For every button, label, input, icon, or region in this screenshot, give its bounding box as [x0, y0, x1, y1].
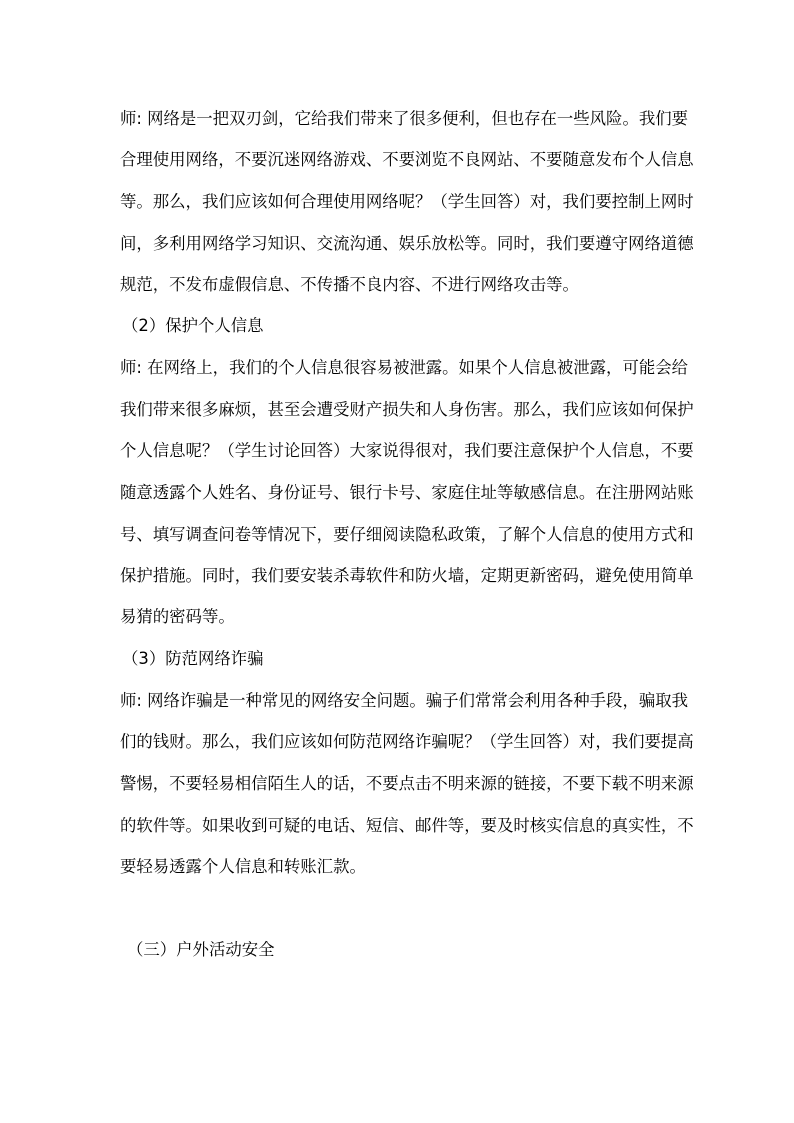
paragraph-line: 要轻易透露个人信息和转账汇款。: [120, 857, 366, 876]
paragraph-line: 警惕，不要轻易相信陌生人的话，不要点击不明来源的链接，不要下载不明来源: [120, 774, 694, 793]
paragraph-line: 规范，不发布虚假信息、不传播不良内容、不进行网络攻击等。: [120, 275, 579, 294]
section-heading-outdoor-safety: （三）户外活动安全: [127, 940, 275, 959]
paragraph-line: 保护措施。同时，我们要安装杀毒软件和防火墙，定期更新密码，避免使用简单: [120, 566, 694, 585]
paragraph-line: 们的钱财。那么，我们应该如何防范网络诈骗呢？（学生回答）对，我们要提高: [120, 732, 694, 751]
subheading-prevent-fraud: （3）防范网络诈骗: [122, 649, 264, 668]
paragraph-line: 师: 在网络上，我们的个人信息很容易被泄露。如果个人信息被泄露，可能会给: [120, 358, 689, 377]
paragraph-line: 号、填写调查问卷等情况下，要仔细阅读隐私政策，了解个人信息的使用方式和: [120, 525, 694, 544]
paragraph-line: 师: 网络诈骗是一种常见的网络安全问题。骗子们常常会利用各种手段，骗取我: [120, 691, 689, 710]
paragraph-line: 随意透露个人姓名、身份证号、银行卡号、家庭住址等敏感信息。在注册网站账: [120, 483, 694, 502]
paragraph-line: 等。那么，我们应该如何合理使用网络呢？（学生回答）对，我们要控制上网时: [120, 192, 694, 211]
paragraph-line: 我们带来很多麻烦，甚至会遭受财产损失和人身伤害。那么，我们应该如何保护: [120, 400, 694, 419]
paragraph-line: 间，多利用网络学习知识、交流沟通、娱乐放松等。同时，我们要遵守网络道德: [120, 234, 694, 253]
paragraph-line: 合理使用网络，不要沉迷网络游戏、不要浏览不良网站、不要随意发布个人信息: [120, 150, 694, 169]
paragraph-line: 师: 网络是一把双刃剑，它给我们带来了很多便利，但也存在一些风险。我们要: [120, 109, 689, 128]
subheading-protect-personal-info: （2）保护个人信息: [122, 316, 264, 335]
paragraph-line: 个人信息呢？（学生讨论回答）大家说得很对，我们要注意保护个人信息，不要: [120, 441, 694, 460]
paragraph-line: 的软件等。如果收到可疑的电话、短信、邮件等，要及时核实信息的真实性，不: [120, 816, 694, 835]
paragraph-line: 易猜的密码等。: [120, 607, 235, 626]
